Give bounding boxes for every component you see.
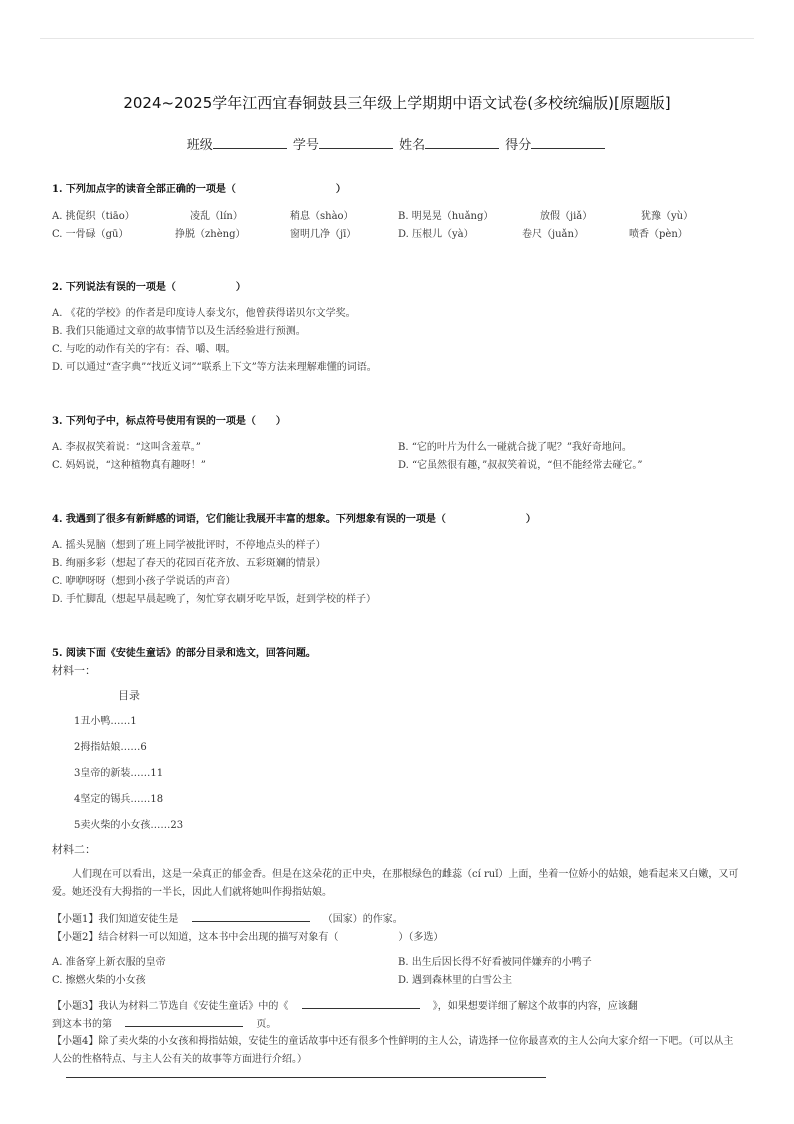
student-info-line: [0, 134, 794, 153]
q1-option-a3: 稍息（shào）: [290, 211, 354, 222]
q2-option-a: A. 《花的学校》的作者是印度诗人泰戈尔，他曾获得诺贝尔文学奖。: [52, 308, 356, 319]
score-label: 得分: [505, 138, 532, 153]
sub3-story-blank[interactable]: [302, 998, 420, 1009]
q3-option-b: B. “它的叶片为什么一碰就合拢了呢？”我好奇地问。: [398, 442, 632, 453]
q1-option-c3: 窗明几净（jī）: [290, 229, 357, 240]
toc-item-1: 1丑小鸭……1: [74, 716, 137, 727]
sub2-option-d: D. 遇到森林里的白雪公主: [398, 975, 513, 986]
answer-line[interactable]: [66, 1077, 546, 1078]
subquestion-3: [52, 997, 638, 1012]
name-label: 姓名: [399, 138, 426, 153]
class-blank[interactable]: [213, 136, 287, 149]
toc-item-2: 2拇指姑娘……6: [74, 742, 147, 753]
toc-item-4: 4坚定的锡兵……18: [74, 794, 164, 805]
sub3-text-c: 到这本书的第: [52, 1019, 112, 1030]
q1-option-a2: 凌乱（lín）: [190, 211, 243, 222]
q1-option-b2: 放假（jiǎ）: [540, 211, 593, 222]
toc-title: 目录: [118, 689, 140, 702]
sub1-text-a: 【小题1】我们知道安徒生是: [52, 914, 179, 925]
sub2-option-a: A. 准备穿上新衣服的皇帝: [52, 957, 166, 968]
sub1-text-b: （国家）的作家。: [322, 914, 403, 925]
q3-stem: 3. 下列句子中，标点符号使用有误的一项是（ ）: [52, 416, 286, 427]
subquestion-2: 【小题2】结合材料一可以知道，这本书中会出现的描写对象有（ ）（多选）: [52, 932, 444, 943]
q5-stem: 5. 阅读下面《安徒生童话》的部分目录和选文，回答问题。: [52, 648, 316, 659]
q2-stem: 2. 下列说法有误的一项是（ ）: [52, 282, 246, 293]
sub2-option-b: B. 出生后因长得不好看被同伴嫌弃的小鸭子: [398, 957, 592, 968]
q1-option-c2: 挣脱（zhèng）: [175, 229, 246, 240]
q1-option-c1: C. 一骨碌（gū）: [52, 229, 129, 240]
material2-passage: 人们现在可以看出，这是一朵真正的郁金香。但是在这朵花的正中央，在那根绿色的雌蕊（cí ruǐ）上面，坐着一位娇小的姑娘，她看起来又白嫩，又可爱。她还没有大拇指的一半长，因此人们就将她叫作拇指姑娘。: [52, 869, 739, 898]
q1-option-b1: B. 明晃晃（huǎng）: [398, 211, 494, 222]
q4-option-d: D. 手忙脚乱（想起早晨起晚了，匆忙穿衣刷牙吃早饭，赶到学校的样子）: [52, 594, 377, 605]
q3-option-d: D. “它虽然很有趣，”叔叔笑着说，“但不能经常去碰它。”: [398, 460, 643, 471]
name-blank[interactable]: [425, 136, 499, 149]
number-blank[interactable]: [319, 136, 393, 149]
q1-option-d2: 卷尺（juǎn）: [522, 229, 584, 240]
q1-stem: 1. 下列加点字的读音全部正确的一项是（ ）: [52, 184, 346, 195]
sub3-text-d: 页。: [256, 1019, 277, 1030]
q1-option-b3: 犹豫（yù）: [641, 211, 694, 222]
q1-option-a1: A. 挑促织（tiāo）: [52, 211, 135, 222]
sub2-option-c: C. 擦燃火柴的小女孩: [52, 975, 146, 986]
q4-option-a: A. 摇头晃脑（想到了班上同学被批评时，不停地点头的样子）: [52, 540, 326, 551]
toc-item-3: 3皇帝的新装……11: [74, 768, 164, 779]
sub1-answer-blank[interactable]: [192, 911, 310, 922]
score-blank[interactable]: [531, 136, 605, 149]
class-label: 班级: [186, 138, 213, 153]
q4-option-c: C. 咿咿呀呀（想到小孩子学说话的声音）: [52, 576, 236, 587]
header-rule: [40, 38, 754, 39]
subquestion-3-cont: [52, 1015, 276, 1030]
sub3-text-b: 》，如果想要详细了解这个故事的内容，应该翻: [432, 1001, 638, 1012]
subquestion-1: [52, 910, 403, 925]
number-label: 学号: [292, 138, 319, 153]
page-title: 2024~2025学年江西宜春铜鼓县三年级上学期期中语文试卷(多校统编版)[原题版]: [123, 94, 671, 112]
q2-option-d: D. 可以通过“查字典”“找近义词”“联系上下文”等方法来理解难懂的词语。: [52, 362, 377, 373]
material1-label: 材料一：: [52, 664, 96, 677]
sub3-page-blank[interactable]: [125, 1016, 243, 1027]
q4-stem: 4. 我遇到了很多有新鲜感的词语，它们能让我展开丰富的想象。下列想象有误的一项是（ ）: [52, 514, 536, 525]
material2-label: 材料二：: [52, 843, 96, 856]
q4-option-b: B. 绚丽多彩（想起了春天的花园百花齐放、五彩斑斓的情景）: [52, 558, 326, 569]
q1-option-d1: D. 压根儿（yà）: [398, 229, 474, 240]
toc-item-5: 5卖火柴的小女孩……23: [74, 820, 184, 831]
sub3-text-a: 【小题3】我认为材料二节选自《安徒生童话》中的《: [52, 1001, 289, 1012]
q1-option-d3: 喷香（pèn）: [629, 229, 688, 240]
q2-option-b: B. 我们只能通过文章的故事情节以及生活经验进行预测。: [52, 326, 306, 337]
q3-option-c: C. 妈妈说，“这种植物真有趣呀！”: [52, 460, 206, 471]
subquestion-4: 【小题4】除了卖火柴的小女孩和拇指姑娘，安徒生的童话故事中还有很多个性鲜明的主人公，请选择一位你最喜欢的主人公向大家介绍一下吧。（可以从主人公的性格特点、与主人公有关的故事等方面进行介绍。）: [52, 1036, 734, 1065]
q3-option-a: A. 李叔叔笑着说：“这叫含羞草。”: [52, 442, 201, 453]
q2-option-c: C. 与吃的动作有关的字有：吞、嚼、咽。: [52, 344, 236, 355]
